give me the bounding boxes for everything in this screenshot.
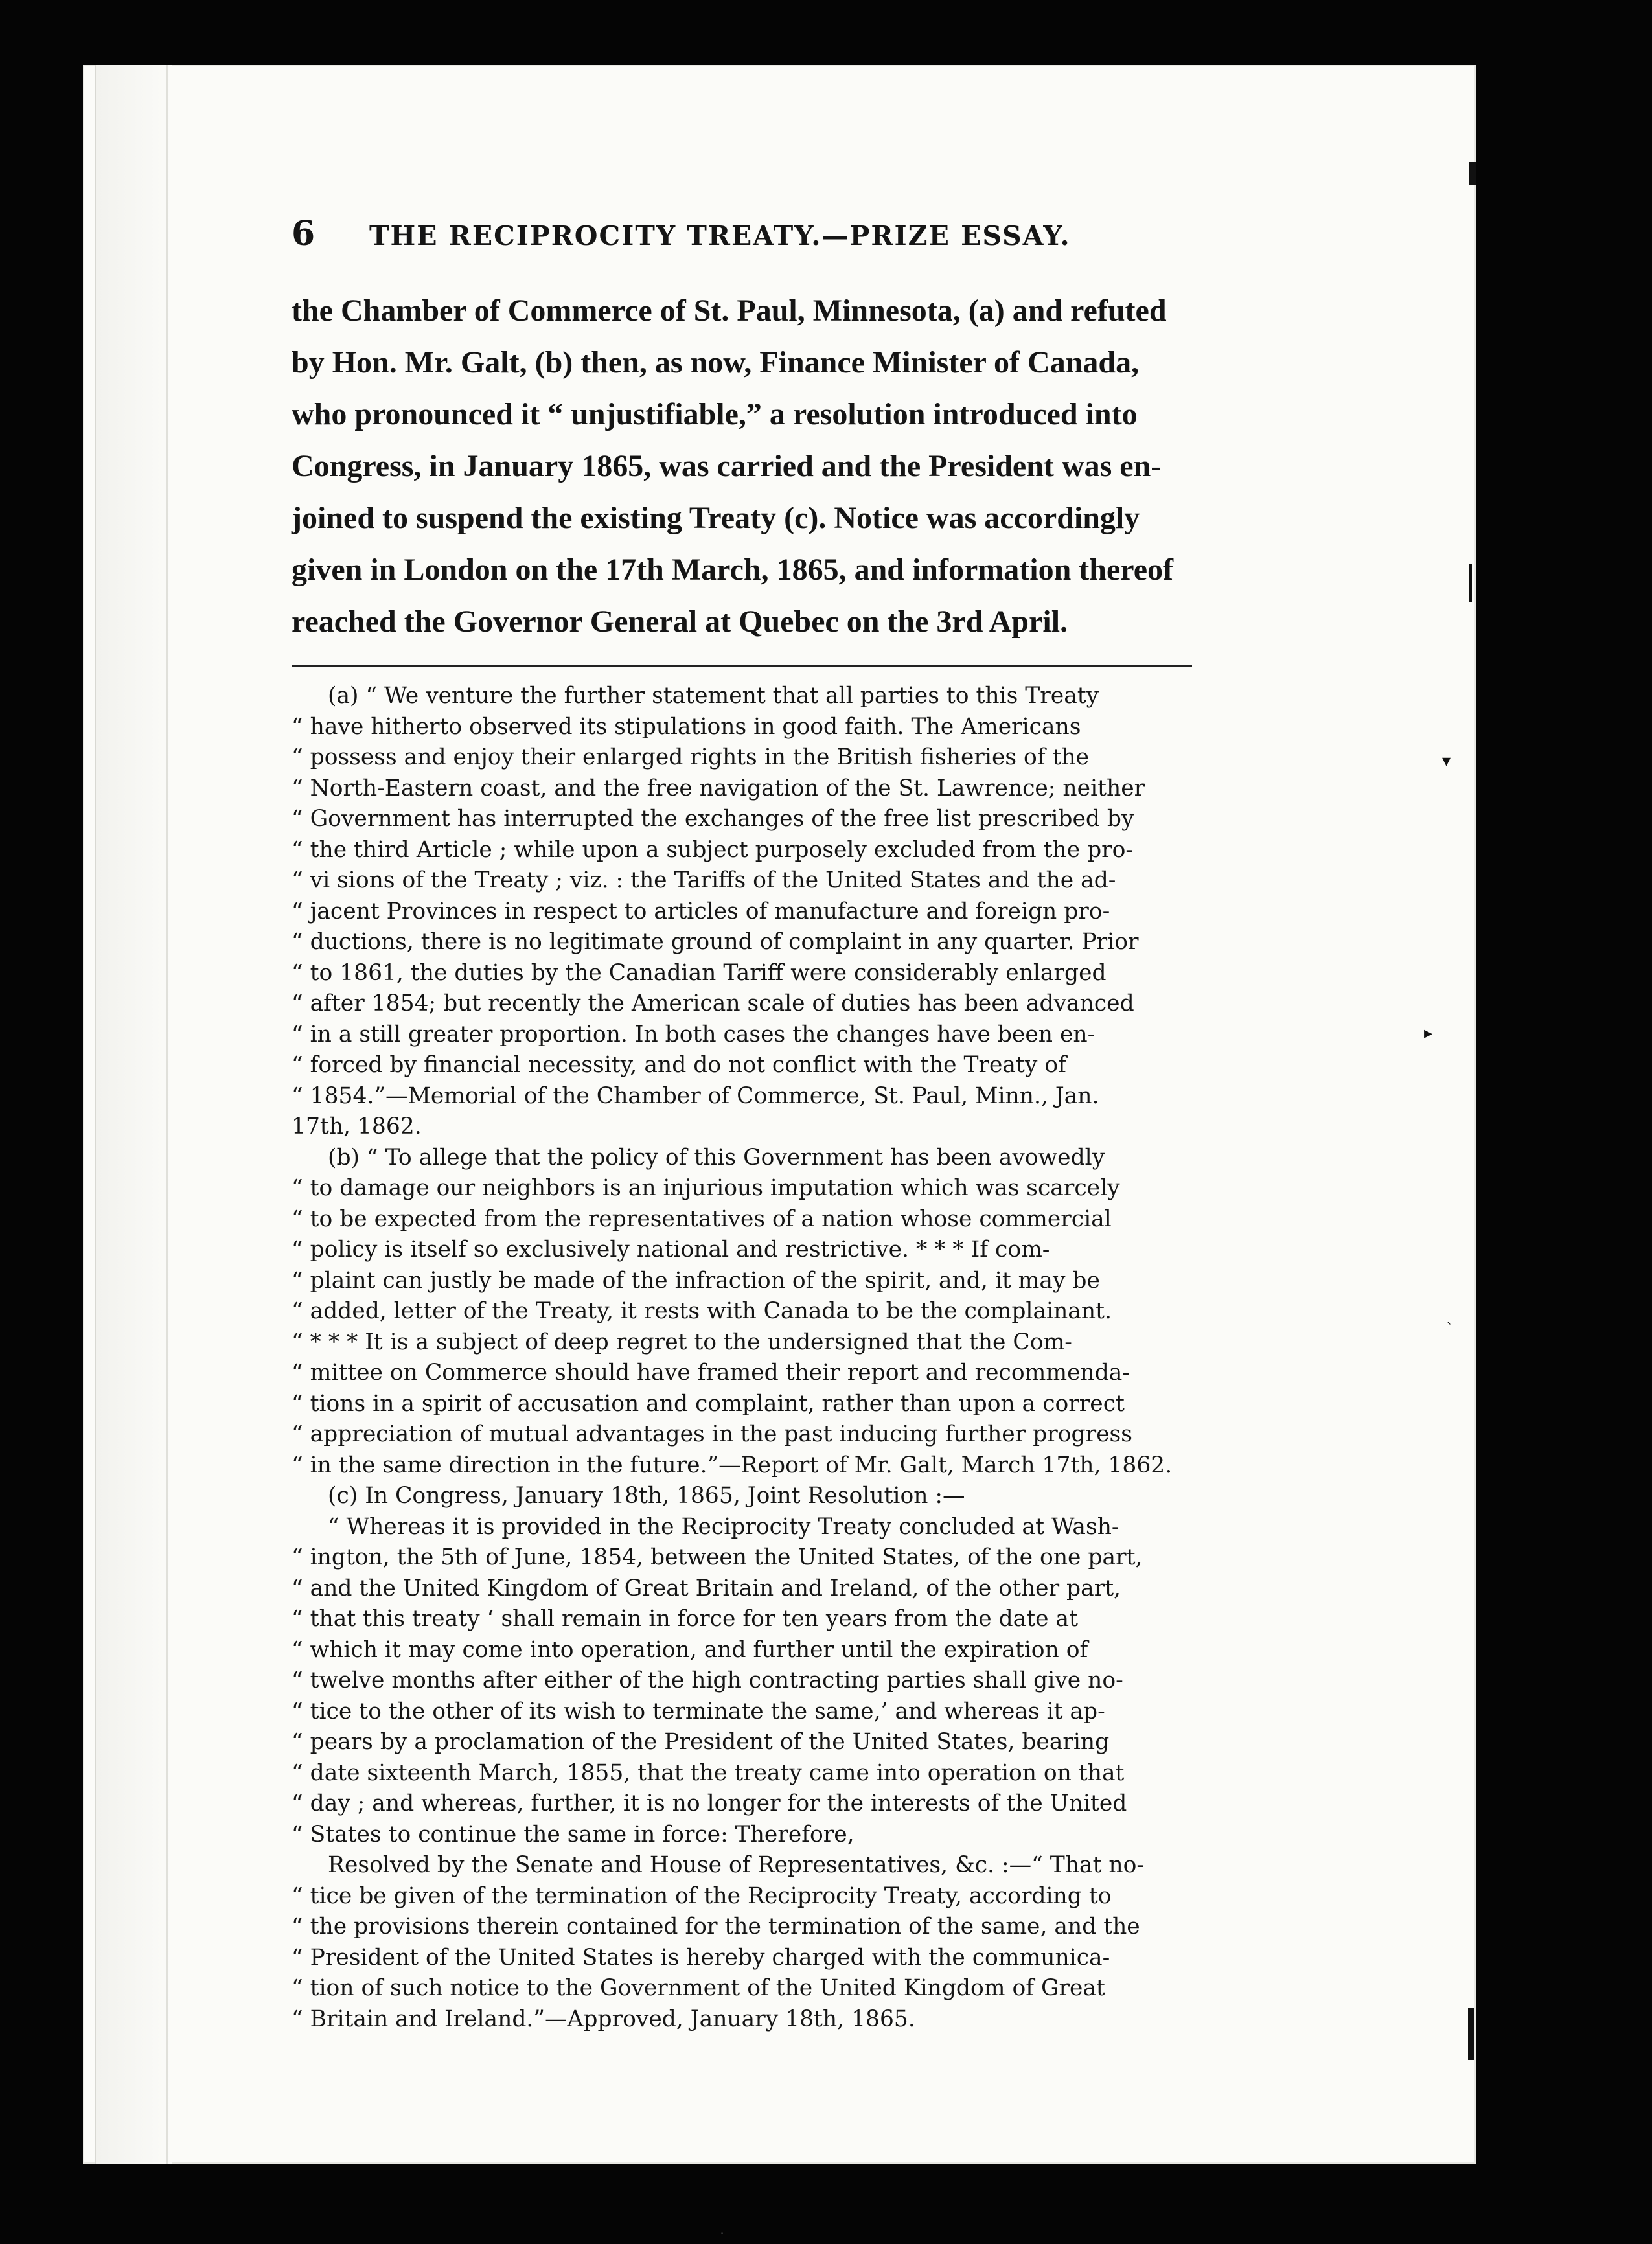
footnote-line: 17th, 1862.	[292, 1114, 422, 1139]
body-line: who pronounced it “ unjustifiable,” a resolution introduced into	[292, 397, 1138, 431]
footnote-line: (b) “ To allege that the policy of this Government has been avowedly	[328, 1144, 1105, 1171]
body-line: by Hon. Mr. Galt, (b) then, as now, Finance Minister of Canada,	[292, 345, 1140, 380]
footnote-line: “ tice be given of the termination of the Reciprocity Treaty, according to	[292, 1883, 1112, 1909]
footnote-line: “ day ; and whereas, further, it is no longer for the interests of the United	[292, 1791, 1127, 1816]
footnote-line: “ plaint can justly be made of the infraction of the spirit, and, it may be	[292, 1267, 1100, 1294]
footnote-line: “ vi sions of the Treaty ; viz. : the Tariffs of the United States and the ad-	[292, 867, 1116, 893]
body-line: given in London on the 17th March, 1865, and information thereof	[292, 553, 1173, 587]
footnote-line: (c) In Congress, January 18th, 1865, Joint Resolution :—	[328, 1483, 965, 1509]
edge-tick-mark	[1469, 564, 1472, 602]
running-head-title: THE RECIPROCITY TREATY.—PRIZE ESSAY.	[369, 220, 1071, 251]
footnote-line: “ in the same direction in the future.”—Report of Mr. Galt, March 17th, 1862.	[292, 1452, 1173, 1478]
footnote-line: “ tions in a spirit of accusation and complaint, rather than upon a correct	[292, 1390, 1125, 1417]
footnote-line: “ have hitherto observed its stipulations in good faith. The Americans	[292, 713, 1081, 740]
footnote-line: “ that this treaty ‘ shall remain in force for ten years from the date at	[292, 1606, 1078, 1632]
gutter-line	[166, 65, 168, 2164]
page-content	[292, 214, 1370, 2035]
footnote-line: “ forced by financial necessity, and do not conflict with the Treaty of	[292, 1052, 1066, 1078]
footnote-line: “ Whereas it is provided in the Reciprocity Treaty concluded at Wash-	[328, 1513, 1119, 1540]
edge-tick-mark	[1469, 162, 1476, 185]
footnote-line: Resolved by the Senate and House of Representatives, &c. :—“ That no-	[328, 1852, 1145, 1878]
footnote-line: “ pears by a proclamation of the President of the United States, bearing	[292, 1729, 1110, 1755]
footnote-line: “ tice to the other of its wish to terminate the same,’ and whereas it ap-	[292, 1698, 1105, 1724]
margin-dot: ▾	[1442, 751, 1451, 771]
footnote-line: “ the third Article ; while upon a subject purposely excluded from the pro-	[292, 836, 1134, 863]
footnote-line: “ ductions, there is no legitimate ground of complaint in any quarter. Prior	[292, 929, 1139, 955]
footnote-line: “ the provisions therein contained for the termination of the same, and the	[292, 1914, 1140, 1940]
footnote-line: “ States to continue the same in force: Therefore,	[292, 1821, 855, 1848]
footnote-line: “ policy is itself so exclusively national and restrictive. * * * If com-	[292, 1237, 1050, 1263]
body-line: the Chamber of Commerce of St. Paul, Minnesota, (a) and refuted	[292, 293, 1167, 328]
footnote-line: “ to damage our neighbors is an injurious imputation which was scarcely	[292, 1175, 1120, 1201]
footnote-line: “ ington, the 5th of June, 1854, between the United States, of the one part,	[292, 1544, 1143, 1570]
footnote-line: “ tion of such notice to the Government of the United Kingdom of Great	[292, 1975, 1105, 2001]
footnote-line: “ added, letter of the Treaty, it rests with Canada to be the complainant.	[292, 1298, 1112, 1324]
body-paragraph	[292, 285, 1370, 648]
footnotes	[292, 681, 1370, 2035]
footnote-line: “ and the United Kingdom of Great Britain and Ireland, of the other part,	[292, 1575, 1121, 1601]
margin-dot: ˎ	[1446, 1309, 1453, 1325]
body-line: reached the Governor General at Quebec on the 3rd April.	[292, 604, 1068, 639]
footnote-line: “ possess and enjoy their enlarged rights in the British fisheries of the	[292, 744, 1090, 770]
footnote-line: “ North-Eastern coast, and the free navigation of the St. Lawrence; neither	[292, 775, 1145, 801]
scan-artifact: ·	[720, 2227, 724, 2239]
footnote-line: “ President of the United States is hereby charged with the communica-	[292, 1944, 1110, 1971]
footnote-line: “ in a still greater proportion. In both cases the changes have been en-	[292, 1021, 1096, 1048]
footnote-line: “ Government has interrupted the exchanges of the free list prescribed by	[292, 806, 1134, 832]
footnote-divider	[292, 665, 1192, 667]
margin-dot: ▸	[1424, 1024, 1433, 1043]
body-line: Congress, in January 1865, was carried and the President was en-	[292, 449, 1162, 483]
footnote-line: “ * * * It is a subject of deep regret to the undersigned that the Com-	[292, 1329, 1072, 1355]
footnote-line: “ to be expected from the representatives of a nation whose commercial	[292, 1206, 1112, 1232]
edge-tick-mark	[1468, 2008, 1474, 2060]
footnote-line: “ date sixteenth March, 1855, that the treaty came into operation on that	[292, 1759, 1125, 1786]
footnote-line: “ 1854.”—Memorial of the Chamber of Commerce, St. Paul, Minn., Jan.	[292, 1082, 1099, 1109]
footnote-line: “ jacent Provinces in respect to articles of manufacture and foreign pro-	[292, 898, 1110, 924]
footnote-line: “ which it may come into operation, and further until the expiration of	[292, 1636, 1088, 1663]
footnote-line: “ mittee on Commerce should have framed their report and recommenda-	[292, 1360, 1130, 1386]
footnote-line: “ Britain and Ireland.”—Approved, January 18th, 1865.	[292, 2006, 915, 2032]
footnote-line: (a) “ We venture the further statement that all parties to this Treaty	[328, 683, 1099, 709]
footnote-line: “ twelve months after either of the high contracting parties shall give no-	[292, 1667, 1123, 1693]
footnote-line: “ to 1861, the duties by the Canadian Tariff were considerably enlarged	[292, 959, 1107, 986]
scanned-page	[83, 65, 1476, 2164]
footnote-line: “ appreciation of mutual advantages in the past inducing further progress	[292, 1421, 1132, 1447]
running-head	[292, 214, 1370, 285]
body-line: joined to suspend the existing Treaty (c). Notice was accordingly	[292, 501, 1140, 535]
footnote-line: “ after 1854; but recently the American scale of duties has been advanced	[292, 990, 1134, 1016]
page-gutter	[95, 65, 172, 2164]
page-number: 6	[292, 214, 315, 253]
